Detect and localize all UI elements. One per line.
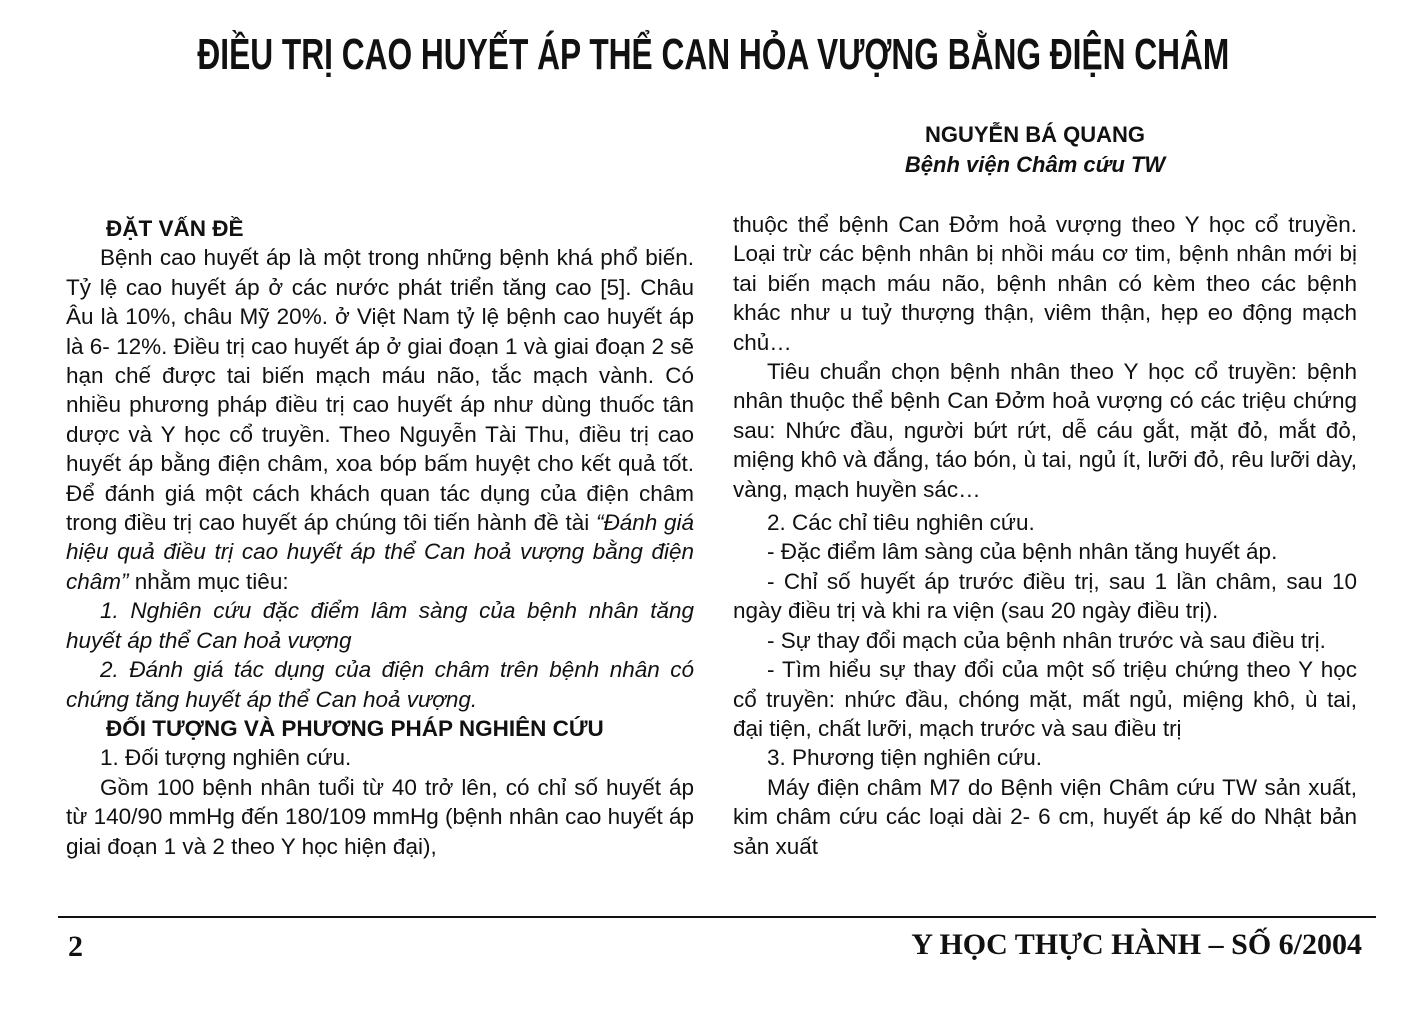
article-title: ĐIỀU TRỊ CAO HUYẾT ÁP THỂ CAN HỎA VƯỢNG BẰNG ĐIỆN CHÂM [197, 30, 1230, 79]
footer-divider [58, 916, 1376, 918]
subsection-subjects: 1. Đối tượng nghiên cứu. [100, 745, 352, 771]
author-name: NGUYỄN BÁ QUANG [924, 122, 1145, 147]
subjects-continued: thuộc thể bệnh Can Đởm hoả vượng theo Y học cổ truyền. Loại trừ các bệnh nhân bị nhồi máu cơ tim, bệnh nhân mới bị tai biến mạch máu não, bệnh nhân có kèm theo các bệnh khác như u tuỷ thượng thận, viêm thận, hẹp eo động mạch chủ… [733, 212, 1357, 355]
intro-text: Bệnh cao huyết áp là một trong những bệnh khá phổ biến. Tỷ lệ cao huyết áp ở các nước phát triển tăng cao [5]. Châu Âu là 10%, châu Mỹ 20%. ở Việt Nam tỷ lệ bệnh cao huyết áp là 6- 12%. Điều trị cao huyết áp ở giai đoạn 1 và giai đoạn 2 sẽ hạn chế được tai biến mạch máu não, tắc mạch vành. Có nhiều phương pháp điều trị cao huyết áp như dùng thuốc tân dược và Y học cổ truyền. Theo Nguyễn Tài Thu, điều trị cao huyết áp bằng điện châm, xoa bóp bấm huyệt cho kết quả tốt. Để đánh giá một cách khách quan tác dụng của điện châm trong điều trị cao huyết áp chúng tôi tiến hành đề tài [66, 245, 694, 536]
subjects-paragraph: Gồm 100 bệnh nhân tuổi từ 40 trở lên, có chỉ số huyết áp từ 140/90 mmHg đến 180/109 mmHg (bệnh nhân cao huyết áp giai đoạn 1 và 2 theo Y học hiện đại), [66, 774, 694, 859]
study-title-quote: “Đánh giá hiệu quả điều trị cao huyết áp thể Can hoả vượng bằng điện châm” [66, 510, 694, 594]
objective-2: 2. Đánh giá tác dụng của điện châm trên bệnh nhân có chứng tăng huyết áp thể Can hoả vượng. [66, 657, 694, 712]
indicator-3: - Sự thay đổi mạch của bệnh nhân trước và sau điều trị. [767, 627, 1326, 653]
indicator-2: - Chỉ số huyết áp trước điều trị, sau 1 lần châm, sau 10 ngày điều trị và khi ra viện (sau 20 ngày điều trị). [733, 568, 1357, 624]
right-column [733, 210, 1357, 861]
page-number: 2 [68, 930, 83, 963]
section-heading-intro: ĐẶT VẤN ĐỀ [106, 216, 244, 241]
subsection-indicators: 2. Các chỉ tiêu nghiên cứu. [767, 510, 1035, 536]
indicator-4: - Tìm hiểu sự thay đổi của một số triệu chứng theo Y học cổ truyền: nhức đầu, chóng mặt, mất ngủ, miệng khô, ù tai, đại tiện, chất lưỡi, mạch trước và sau điều trị [733, 657, 1357, 741]
objective-1: 1. Nghiên cứu đặc điểm lâm sàng của bệnh nhân tăng huyết áp thể Can hoả vượng [66, 598, 694, 653]
left-column [66, 214, 694, 861]
intro-text-end: nhằm mục tiêu: [128, 568, 289, 594]
subsection-equipment: 3. Phương tiện nghiên cứu. [767, 745, 1043, 771]
journal-name: Y HỌC THỰC HÀNH – SỐ 6/2004 [911, 928, 1362, 961]
indicator-1: - Đặc điểm lâm sàng của bệnh nhân tăng huyết áp. [767, 539, 1278, 565]
author-block [885, 122, 1185, 178]
author-affiliation: Bệnh viện Châm cứu TW [904, 152, 1166, 177]
section-heading-methods: ĐỐI TƯỢNG VÀ PHƯƠNG PHÁP NGHIÊN CỨU [106, 715, 604, 741]
selection-criteria: Tiêu chuẩn chọn bệnh nhân theo Y học cổ truyền: bệnh nhân thuộc thể bệnh Can Đởm hoả vượng có các triệu chứng sau: Nhức đầu, người bứt rứt, dễ cáu gắt, mặt đỏ, mắt đỏ, miệng khô và đắng, táo bón, ù tai, ngủ ít, lưỡi đỏ, rêu lưỡi dày, vàng, mạch huyền sác… [733, 359, 1357, 502]
equipment-paragraph: Máy điện châm M7 do Bệnh viện Châm cứu TW sản xuất, kim châm cứu các loại dài 2- 6 cm, huyết áp kế do Nhật bản sản xuất [733, 774, 1357, 859]
intro-paragraph [66, 243, 694, 596]
